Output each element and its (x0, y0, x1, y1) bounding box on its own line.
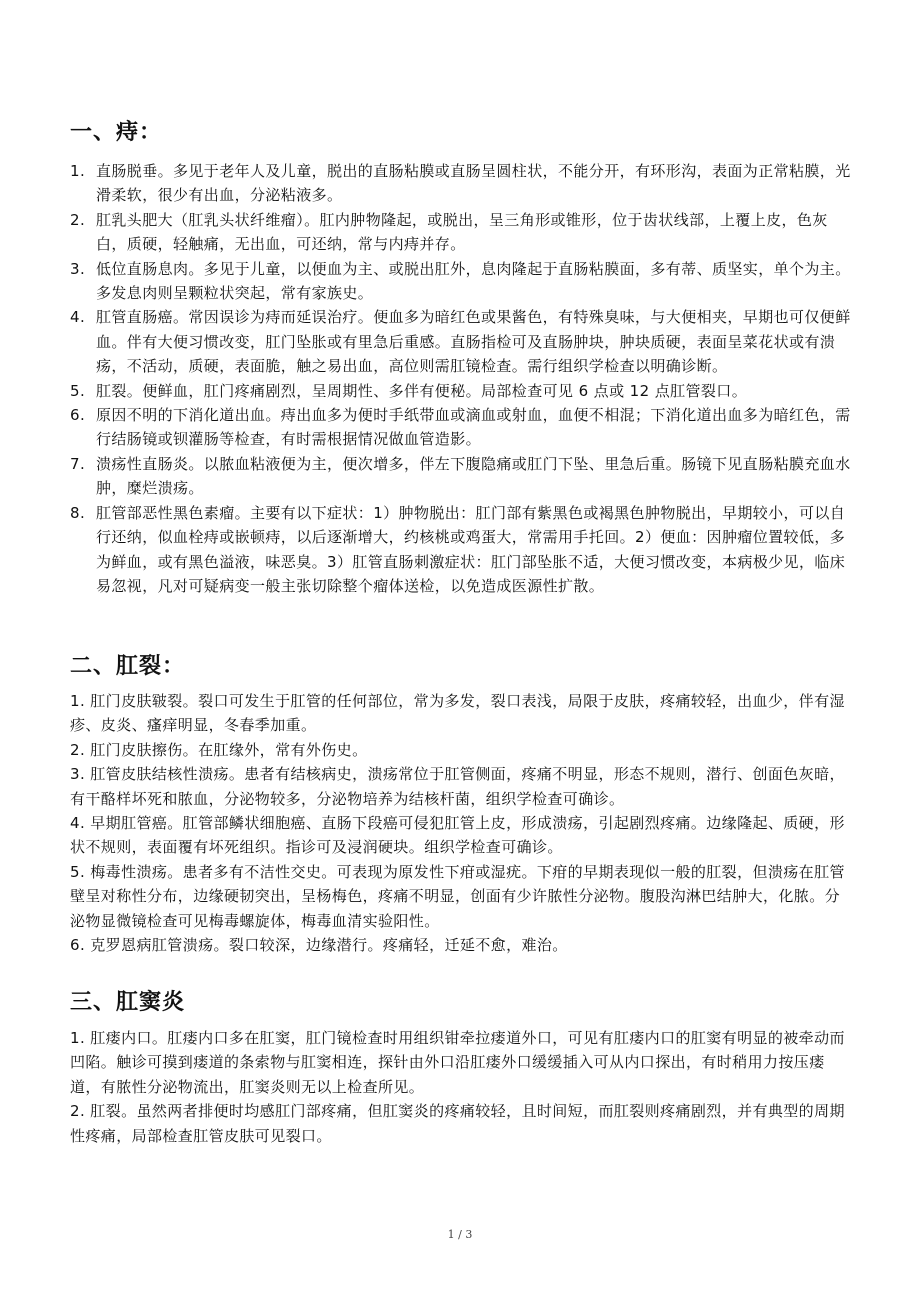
list-item-text: 肛管部恶性黑色素瘤。主要有以下症状：1）肿物脱出：肛门部有紫黑色或褐黑色肿物脱出，早期较小，可以自行还纳，似血栓痔或嵌顿痔，以后逐渐增大，约核桃或鸡蛋大，常需用手托回。2）便血：因肿瘤位置较低，多为鲜血，或有黑色溢液，味恶臭。3）肛管直肠刺激症状：肛门部坠胀不适，大便习惯改变，本病极少见，临床易忽视，凡对可疑病变一般主张切除整个瘤体送检，以免造成医源性扩散。 (96, 503, 846, 595)
paragraph: 1. 肛门皮肤皲裂。裂口可发生于肛管的任何部位，常为多发，裂口表浅，局限于皮肤，疼痛较轻，出血少，伴有湿疹、皮炎、瘙痒明显，冬春季加重。 (70, 692, 845, 735)
list-item-number: 8. (70, 503, 86, 522)
paragraph: 2. 肛门皮肤擦伤。在肛缘外，常有外伤史。 (70, 740, 368, 759)
list-item (70, 403, 852, 452)
paragraph: 4. 早期肛管癌。肛管部鳞状细胞癌、直肠下段癌可侵犯肛管上皮，形成溃疡，引起剧烈疼痛。边缘隆起、质硬，形状不规则，表面覆有坏死组织。指诊可及浸润硬块。组织学检查可确诊。 (70, 814, 845, 857)
list-item-text: 肛裂。便鲜血，肛门疼痛剧烈，呈周期性、多伴有便秘。局部检查可见 6 点或 12 点肛管裂口。 (96, 381, 748, 400)
list-item-number: 3. (70, 259, 86, 278)
list-item-number: 6. (70, 406, 86, 425)
paragraph: 5. 梅毒性溃疡。患者多有不洁性交史。可表现为原发性下疳或湿疣。下疳的早期表现似一般的肛裂，但溃疡在肛管壁呈对称性分布，边缘硬韧突出，呈杨梅色，疼痛不明显，创面有少许脓性分泌物。腹股沟淋巴结肿大，化脓。分泌物显微镜检查可见梅毒螺旋体，梅毒血清实验阳性。 (70, 862, 845, 930)
list-item-text: 低位直肠息肉。多见于儿童，以便血为主、或脱出肛外，息肉隆起于直肠粘膜面，多有蒂、质坚实，单个为主。多发息肉则呈颗粒状突起，常有家族史。 (96, 259, 851, 303)
list-item (70, 208, 852, 257)
paragraph: 1. 肛瘘内口。肛瘘内口多在肛窦，肛门镜检查时用组织钳牵拉瘘道外口，可见有肛瘘内口的肛窦有明显的被牵动而凹陷。触诊可摸到瘘道的条索物与肛窦相连，探针由外口沿肛瘘外口缓缓插入可从内口探出，有时稍用力按压瘘道，有脓性分泌物流出，肛窦炎则无以上检查所见。 (70, 1029, 845, 1096)
list-item-text: 肛管直肠癌。常因误诊为痔而延误治疗。便血多为暗红色或果酱色，有特殊臭味，与大便相夹，早期也可仅便鲜血。伴有大便习惯改变，肛门坠胀或有里急后重感。直肠指检可及直肠肿块，肿块质硬，表面呈菜花状或有溃疡，不活动，质硬，表面脆，触之易出血，高位则需肛镜检查。需行组织学检查以明确诊断。 (96, 308, 851, 376)
hemorrhoid-differential-list (70, 159, 852, 598)
list-item-text: 肛乳头肥大（肛乳头状纤维瘤）。肛内肿物隆起，或脱出，呈三角形或锥形，位于齿状线部，上覆上皮，色灰白，质硬，轻触痛，无出血，可还纳，常与内痔并存。 (96, 210, 828, 254)
list-item (70, 305, 852, 378)
list-item-text: 溃疡性直肠炎。以脓血粘液便为主，便次增多，伴左下腹隐痛或肛门下坠、里急后重。肠镜下见直肠粘膜充血水肿，糜烂溃疡。 (96, 454, 851, 498)
section-title-hemorrhoids: 一、痔： (70, 120, 163, 145)
section-title-anal-fissure: 二、肛裂： (70, 654, 186, 679)
section-title-anal-sinusitis: 三、肛窦炎 (70, 990, 186, 1015)
paragraph: 3. 肛管皮肤结核性溃疡。患者有结核病史，溃疡常位于肛管侧面，疼痛不明显，形态不规则，潜行、创面色灰暗，有干酪样坏死和脓血，分泌物较多，分泌物培养为结核杆菌，组织学检查可确诊。 (70, 765, 845, 808)
anal-sinusitis-differential-list (70, 1026, 852, 1148)
anal-fissure-differential-list (70, 689, 852, 957)
list-item (70, 379, 852, 403)
list-item-number: 4. (70, 308, 86, 327)
list-item-number: 5. (70, 381, 86, 400)
list-item (70, 159, 852, 208)
list-item-text: 直肠脱垂。多见于老年人及儿童，脱出的直肠粘膜或直肠呈圆柱状，不能分开，有环形沟，表面为正常粘膜，光滑柔软，很少有出血，分泌粘液多。 (96, 162, 851, 205)
list-item-number: 2. (70, 210, 86, 229)
list-item (70, 452, 852, 501)
list-item-number: 7. (70, 454, 86, 473)
page-indicator: 1 / 3 (447, 1228, 473, 1241)
list-item (70, 501, 852, 599)
paragraph: 2. 肛裂。虽然两者排便时均感肛门部疼痛，但肛窦炎的疼痛较轻，且时间短，而肛裂则疼痛剧烈，并有典型的周期性疼痛，局部检查肛管皮肤可见裂口。 (70, 1102, 845, 1145)
list-item-number: 1. (70, 162, 86, 180)
list-item-text: 原因不明的下消化道出血。痔出血多为便时手纸带血或滴血或射血，血便不相混；下消化道出血多为暗红色，需行结肠镜或钡灌肠等检查，有时需根据情况做血管造影。 (96, 406, 851, 449)
paragraph: 6. 克罗恩病肛管溃疡。裂口较深，边缘潜行。疼痛轻，迁延不愈，难治。 (70, 936, 568, 955)
list-item (70, 257, 852, 306)
